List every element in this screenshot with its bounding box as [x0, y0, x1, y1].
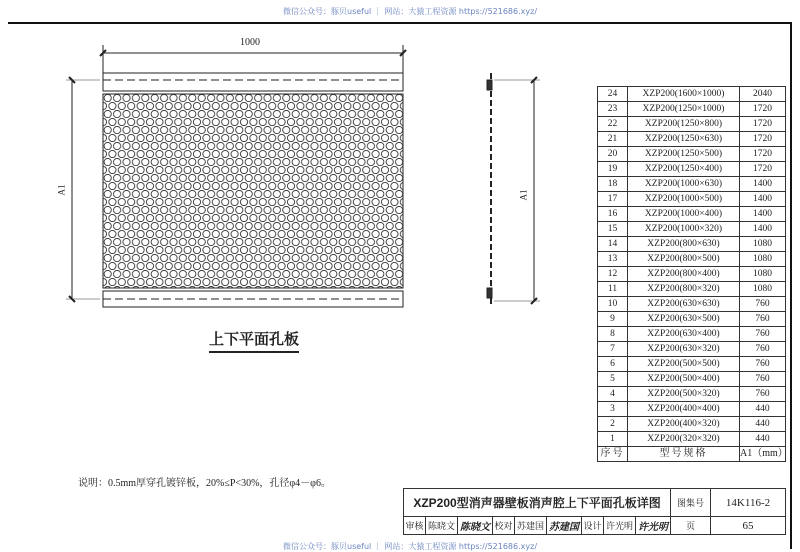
title-block: [403, 488, 786, 535]
row-index: 19: [598, 162, 628, 177]
row-a1: 760: [740, 357, 786, 372]
row-a1: 1400: [740, 207, 786, 222]
row-index: 3: [598, 402, 628, 417]
row-model: XZP200(800×320): [628, 282, 740, 297]
row-model: XZP200(500×500): [628, 357, 740, 372]
row-index: 7: [598, 342, 628, 357]
row-a1: 760: [740, 327, 786, 342]
table-row: [598, 327, 786, 342]
table-row: [598, 192, 786, 207]
row-index: 24: [598, 87, 628, 102]
side-view: [487, 73, 540, 305]
row-model: XZP200(630×500): [628, 312, 740, 327]
atlas-number: 14K116-2: [711, 489, 786, 517]
row-model: XZP200(500×320): [628, 387, 740, 402]
row-model: XZP200(1250×500): [628, 147, 740, 162]
note-text: 说明：0.5mm厚穿孔镀锌板，20%≤P<30%，孔径φ4－φ6。: [78, 478, 331, 489]
review-label: 审核: [404, 517, 426, 535]
atlas-label: 图集号: [671, 489, 711, 517]
row-index: 10: [598, 297, 628, 312]
page-number: 65: [711, 517, 786, 535]
drawing-title: XZP200型消声器壁板消声腔上下平面孔板详图: [404, 489, 671, 517]
row-a1: 760: [740, 342, 786, 357]
row-a1: 440: [740, 402, 786, 417]
row-index: 6: [598, 357, 628, 372]
watermark-bottom: 微信公众号：豚贝useful ｜ 网站：大猿工程资源 https://521686.xyz/: [283, 542, 538, 551]
table-row: [598, 372, 786, 387]
row-index: 13: [598, 252, 628, 267]
row-a1: 440: [740, 417, 786, 432]
row-model: XZP200(1000×500): [628, 192, 740, 207]
row-model: XZP200(800×630): [628, 237, 740, 252]
row-index: 15: [598, 222, 628, 237]
side-height-dimension-label: A1: [518, 189, 529, 201]
row-model: XZP200(630×320): [628, 342, 740, 357]
table-row: [598, 387, 786, 402]
table-row: [598, 207, 786, 222]
row-a1: 1720: [740, 132, 786, 147]
row-model: XZP200(1000×630): [628, 177, 740, 192]
height-dimension: [66, 77, 100, 302]
row-index: 14: [598, 237, 628, 252]
perforated-plate-drawing: [0, 0, 600, 330]
reviewer-signature: 陈晓文: [458, 517, 493, 535]
check-label: 校对: [493, 517, 515, 535]
row-index: 18: [598, 177, 628, 192]
row-a1: 1400: [740, 192, 786, 207]
row-model: XZP200(1250×800): [628, 117, 740, 132]
table-row: [598, 297, 786, 312]
row-model: XZP200(1250×630): [628, 132, 740, 147]
page-label: 页: [671, 517, 711, 535]
table-row: [598, 117, 786, 132]
row-model: XZP200(1000×400): [628, 207, 740, 222]
reviewer-name: 陈晓文: [426, 517, 458, 535]
row-model: XZP200(630×630): [628, 297, 740, 312]
row-a1: 1720: [740, 162, 786, 177]
row-a1: 760: [740, 297, 786, 312]
row-model: XZP200(1000×320): [628, 222, 740, 237]
row-model: XZP200(400×400): [628, 402, 740, 417]
row-model: XZP200(1250×400): [628, 162, 740, 177]
row-index: 1: [598, 432, 628, 447]
table-row: [598, 177, 786, 192]
row-index: 8: [598, 327, 628, 342]
table-row: [598, 342, 786, 357]
design-label: 设计: [582, 517, 604, 535]
row-a1: 1080: [740, 237, 786, 252]
row-model: XZP200(320×320): [628, 432, 740, 447]
table-row: [598, 252, 786, 267]
row-a1: 1080: [740, 282, 786, 297]
table-row: [598, 147, 786, 162]
row-model: XZP200(630×400): [628, 327, 740, 342]
table-row: [598, 432, 786, 447]
row-a1: 2040: [740, 87, 786, 102]
table-row: [598, 267, 786, 282]
row-model: XZP200(500×400): [628, 372, 740, 387]
spec-table: [597, 86, 786, 462]
watermark-top: 微信公众号：豚贝useful ｜ 网站：大猿工程资源 https://521686.xyz/: [283, 7, 538, 16]
checker-signature: 苏建国: [547, 517, 582, 535]
row-a1: 1400: [740, 177, 786, 192]
designer-signature: 许光明: [636, 517, 671, 535]
table-row: [598, 357, 786, 372]
header-index: 序号: [598, 447, 628, 462]
row-a1: 760: [740, 372, 786, 387]
row-a1: 1400: [740, 222, 786, 237]
table-row: [598, 402, 786, 417]
table-row: [598, 282, 786, 297]
row-index: 9: [598, 312, 628, 327]
table-row: [598, 102, 786, 117]
height-dimension-label: A1: [56, 184, 67, 196]
drawing-caption: 上下平面孔板: [209, 328, 299, 353]
row-a1: 760: [740, 312, 786, 327]
row-index: 11: [598, 282, 628, 297]
row-index: 12: [598, 267, 628, 282]
table-row: [598, 87, 786, 102]
row-a1: 440: [740, 432, 786, 447]
row-index: 20: [598, 147, 628, 162]
spec-table-header: [598, 447, 786, 462]
width-dimension-label: 1000: [240, 37, 260, 48]
table-row: [598, 162, 786, 177]
row-index: 16: [598, 207, 628, 222]
row-model: XZP200(1250×1000): [628, 102, 740, 117]
row-index: 4: [598, 387, 628, 402]
header-a1: A1（mm）: [740, 447, 786, 462]
table-row: [598, 237, 786, 252]
table-row: [598, 222, 786, 237]
row-index: 5: [598, 372, 628, 387]
table-row: [598, 312, 786, 327]
perforated-area: [103, 94, 403, 288]
table-row: [598, 417, 786, 432]
row-model: XZP200(800×500): [628, 252, 740, 267]
row-model: XZP200(400×320): [628, 417, 740, 432]
width-dimension: [100, 45, 406, 73]
checker-name: 苏建国: [515, 517, 547, 535]
row-a1: 760: [740, 387, 786, 402]
row-a1: 1080: [740, 267, 786, 282]
row-model: XZP200(800×400): [628, 267, 740, 282]
designer-name: 许光明: [604, 517, 636, 535]
row-a1: 1720: [740, 147, 786, 162]
row-a1: 1080: [740, 252, 786, 267]
row-index: 23: [598, 102, 628, 117]
row-index: 21: [598, 132, 628, 147]
row-index: 2: [598, 417, 628, 432]
row-a1: 1720: [740, 117, 786, 132]
header-model: 型号规格: [628, 447, 740, 462]
row-model: XZP200(1600×1000): [628, 87, 740, 102]
row-index: 22: [598, 117, 628, 132]
row-a1: 1720: [740, 102, 786, 117]
row-index: 17: [598, 192, 628, 207]
table-row: [598, 132, 786, 147]
